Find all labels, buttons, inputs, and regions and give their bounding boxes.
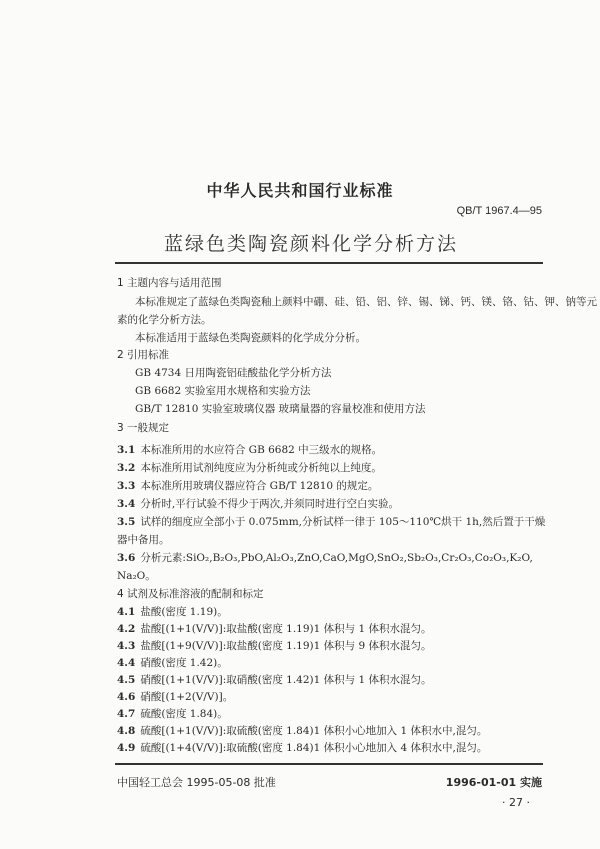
clause-item	[117, 478, 378, 494]
section-4-heading: 4 试剂及标准溶液的配制和标定	[117, 588, 264, 600]
clause-item	[117, 460, 382, 476]
clause-text-cont: 器中备用。	[117, 534, 170, 546]
clause-number: 3.2	[117, 462, 136, 474]
footer-divider	[115, 763, 543, 765]
clause-item	[117, 706, 228, 722]
clause-text: 试样的细度应全部小于 0.075mm,分析试样一律于 105～110℃烘干 1h,然后置于干燥	[140, 516, 546, 528]
clause-text: 硫酸(密度 1.84)。	[140, 708, 228, 720]
s1-para1: 本标准规定了蓝绿色类陶瓷釉上颜料中硼、硅、铅、铝、锌、锡、锑、钙、镁、铬、钴、钾、钠等元	[135, 296, 597, 308]
clause-text: 分析元素:SiO₂,B₂O₃,PbO,Al₂O₃,ZnO,CaO,MgO,SnO₂,Sb₂O₃,Cr₂O₃,Co₂O₃,K₂O,	[140, 552, 533, 564]
section-2-heading: 2 引用标准	[117, 349, 170, 361]
clause-text-cont: Na₂O。	[117, 570, 156, 582]
clause-text: 硫酸[(1+1(V/V)]:取硫酸(密度 1.84)1 体积小心地加入 1 体积水中,混匀。	[140, 725, 488, 737]
s1-para2: 本标准适用于蓝绿色类陶瓷颜料的化学成分分析。	[135, 332, 366, 344]
standard-code: QB/T 1967.4—95	[456, 205, 542, 217]
section-3-heading: 3 一般规定	[117, 422, 170, 434]
clause-item	[117, 442, 382, 458]
clause-text: 本标准所用的水应符合 GB 6682 中三级水的规格。	[140, 444, 383, 456]
clause-text: 硝酸[(1+1(V/V)]:取硝酸(密度 1.42)1 体积与 1 体积水混匀。	[140, 674, 432, 686]
clause-text: 本标准所用试剂纯度应为分析纯或分析纯以上纯度。	[140, 462, 382, 474]
clause-item	[117, 514, 545, 530]
clause-number: 3.5	[117, 516, 136, 528]
ref-item: GB 4734 日用陶瓷铝硅酸盐化学分析方法	[135, 367, 332, 379]
clause-item	[117, 604, 228, 620]
clause-number: 3.6	[117, 552, 136, 564]
document-title: 蓝绿色类陶瓷颜料化学分析方法	[163, 233, 458, 255]
section-1-heading: 1 主题内容与适用范围	[117, 277, 222, 289]
clause-text: 硫酸[(1+4(V/V)]:取硫酸(密度 1.84)1 体积小心地加入 4 体积水中,混匀。	[140, 742, 488, 754]
clause-number: 4.3	[117, 640, 136, 652]
clause-item	[117, 689, 233, 705]
clause-item	[117, 723, 487, 739]
clause-number: 3.4	[117, 498, 136, 510]
org-title: 中华人民共和国行业标准	[206, 181, 394, 200]
clause-item	[117, 550, 533, 566]
clause-text: 盐酸(密度 1.19)。	[140, 606, 228, 618]
clause-text: 盐酸[(1+1(V/V)]:取盐酸(密度 1.19)1 体积与 1 体积水混匀。	[140, 623, 432, 635]
clause-text: 盐酸[(1+9(V/V)]:取盐酸(密度 1.19)1 体积与 9 体积水混匀。	[140, 640, 432, 652]
clause-number: 4.5	[117, 674, 136, 686]
effective-date: 1996-01-01 实施	[445, 776, 542, 789]
approval-note: 中国轻工总会 1995-05-08 批准	[117, 776, 276, 789]
clause-item	[117, 740, 487, 756]
clause-item	[117, 638, 432, 654]
clause-text: 分析时,平行试验不得少于两次,并须同时进行空白实验。	[140, 498, 400, 510]
clause-number: 4.8	[117, 725, 136, 737]
clause-text: 硝酸[(1+2(V/V)]。	[140, 691, 234, 703]
clause-number: 4.9	[117, 742, 136, 754]
clause-item	[117, 672, 432, 688]
clause-number: 4.4	[117, 657, 136, 669]
clause-number: 4.1	[117, 606, 136, 618]
clause-text: 硝酸(密度 1.42)。	[140, 657, 228, 669]
clause-item	[117, 655, 228, 671]
ref-item: GB 6682 实验室用水规格和实验方法	[135, 385, 311, 397]
title-divider	[115, 262, 543, 264]
clause-item	[117, 621, 432, 637]
clause-number: 4.6	[117, 691, 136, 703]
clause-number: 4.2	[117, 623, 136, 635]
s1-para1-cont: 素的化学分析方法。	[117, 314, 212, 326]
clause-number: 3.3	[117, 480, 136, 492]
clause-item	[117, 496, 399, 512]
clause-number: 4.7	[117, 708, 136, 720]
clause-number: 3.1	[117, 444, 136, 456]
ref-item: GB/T 12810 实验室玻璃仪器 玻璃量器的容量校准和使用方法	[135, 403, 426, 415]
page-number: · 27 ·	[502, 796, 530, 809]
clause-text: 本标准所用玻璃仪器应符合 GB/T 12810 的规定。	[140, 480, 379, 492]
